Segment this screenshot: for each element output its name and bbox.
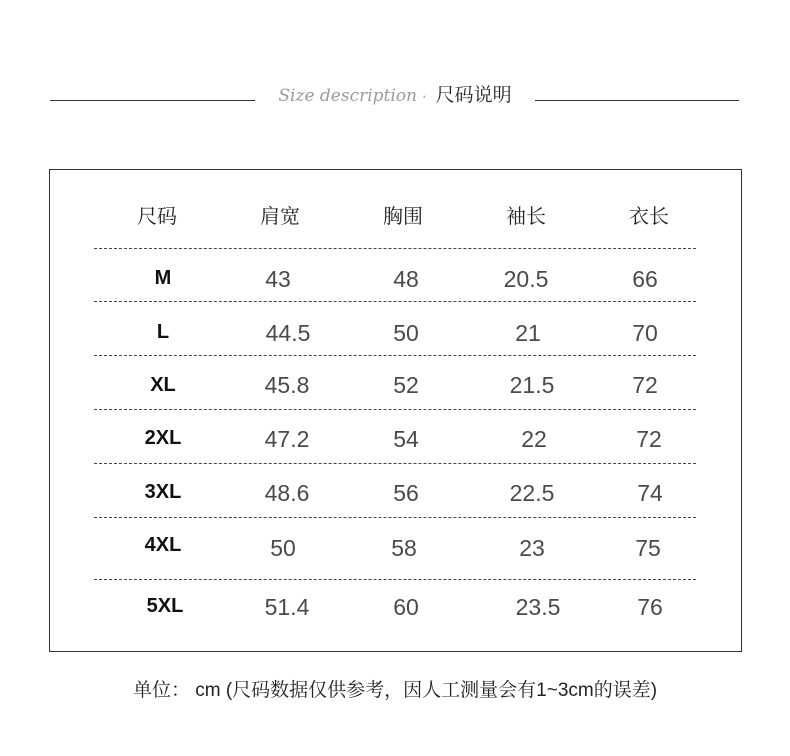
chest-value: 50	[393, 320, 419, 346]
shoulder-value: 50	[270, 535, 296, 561]
sleeve-value: 21	[515, 320, 541, 346]
length-value: 72	[632, 372, 658, 398]
length-value: 76	[637, 594, 663, 620]
length-value: 75	[635, 535, 661, 561]
size-label: 3XL	[144, 481, 182, 503]
length-value: 72	[636, 426, 662, 452]
row-divider	[94, 579, 696, 580]
sleeve-value: 23.5	[515, 594, 561, 620]
sleeve-value: 22	[521, 426, 547, 452]
page-title	[255, 82, 535, 111]
title-rule-left	[50, 100, 255, 101]
shoulder-value: 47.2	[264, 426, 310, 452]
sleeve-value: 20.5	[503, 266, 549, 292]
sleeve-value: 23	[519, 535, 545, 561]
header-sleeve-length: 袖长	[506, 206, 546, 228]
header-length: 衣长	[629, 206, 669, 228]
shoulder-value: 44.5	[265, 320, 311, 346]
header-chest: 胸围	[383, 206, 423, 228]
size-label: XL	[150, 374, 176, 396]
chest-value: 52	[393, 372, 419, 398]
shoulder-value: 43	[265, 266, 291, 292]
size-label: 5XL	[146, 595, 184, 617]
size-label: 2XL	[144, 427, 182, 449]
chest-value: 60	[393, 594, 419, 620]
size-label: M	[154, 267, 172, 289]
header-shoulder-width: 肩宽	[260, 206, 300, 228]
unit-note: 单位： cm (尺码数据仅供参考，因人工测量会有1~3cm的误差)	[132, 680, 658, 701]
title-rule-right	[535, 100, 739, 101]
shoulder-value: 45.8	[264, 372, 310, 398]
title-english: Size description	[278, 86, 417, 106]
size-label: 4XL	[144, 534, 182, 556]
length-value: 74	[637, 480, 663, 506]
row-divider	[94, 248, 696, 249]
shoulder-value: 48.6	[264, 480, 310, 506]
chest-value: 48	[393, 266, 419, 292]
sleeve-value: 22.5	[509, 480, 555, 506]
shoulder-value: 51.4	[264, 594, 310, 620]
row-divider	[94, 463, 696, 464]
title-chinese: 尺码说明	[435, 85, 512, 106]
sleeve-value: 21.5	[509, 372, 555, 398]
chest-value: 58	[391, 535, 417, 561]
size-label: L	[156, 321, 170, 343]
length-value: 70	[632, 320, 658, 346]
chest-value: 54	[393, 426, 419, 452]
row-divider	[94, 301, 696, 302]
chest-value: 56	[393, 480, 419, 506]
row-divider	[94, 355, 696, 356]
length-value: 66	[632, 266, 658, 292]
row-divider	[94, 517, 696, 518]
header-size: 尺码	[137, 206, 177, 228]
row-divider	[94, 409, 696, 410]
title-separator: ·	[421, 86, 428, 105]
